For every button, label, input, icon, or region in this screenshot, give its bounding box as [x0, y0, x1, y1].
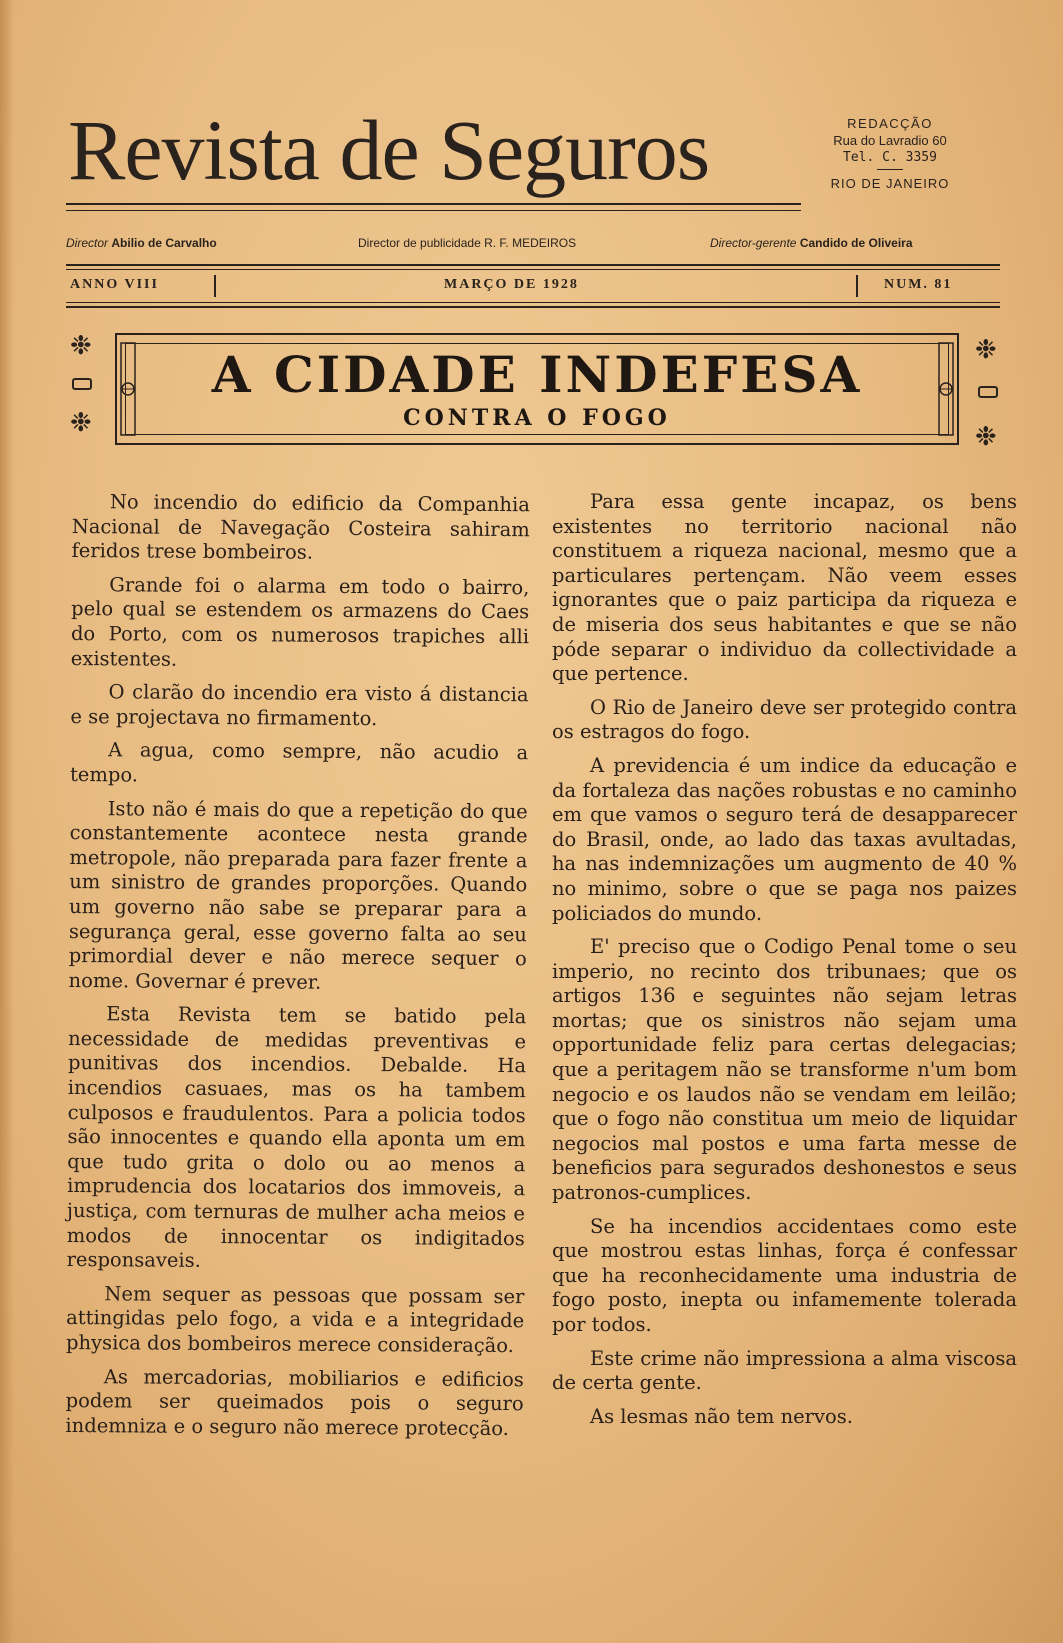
article-paragraph: As mercadorias, mobiliarios e edificios podem ser queimados pois o seguro indemniza e o seguro não merece protecção.	[65, 1364, 524, 1440]
redaccao-city: RIO DE JANEIRO	[830, 176, 950, 191]
redaccao-block	[795, 116, 985, 191]
article-paragraph: O Rio de Janeiro deve ser protegido contra os estragos do fogo.	[552, 695, 1017, 744]
article-column-left	[65, 490, 530, 1451]
redaccao-address: Rua do Lavradio 60	[833, 133, 947, 148]
asterisk-flower-icon: ❉	[975, 422, 997, 452]
ornament-bar-icon	[72, 378, 92, 390]
asterisk-flower-icon: ❉	[975, 335, 997, 365]
redaccao-phone: Tel. C. 3359	[843, 150, 937, 165]
article-paragraph: Este crime não impressiona a alma viscosa de certa gente.	[552, 1346, 1017, 1395]
staff-publicity: Director de publicidade R. F. MEDEIROS	[358, 236, 577, 250]
issue-rule-top-1	[66, 264, 1000, 266]
article-paragraph: Grande foi o alarma em todo o bairro, pelo qual se estendem os armazens do Caes do Porto, com os numerosos trapiches alli existentes.	[70, 573, 530, 671]
staff-manager-name: Candido de Oliveira	[799, 236, 913, 250]
staff-manager-role: Director-gerente	[710, 236, 797, 250]
article-paragraph: A agua, como sempre, não acudio a tempo.	[69, 738, 529, 787]
article-paragraph: O clarão do incendio era visto á distancia e se projectava no firmamento.	[70, 680, 529, 730]
issue-date: MARÇO DE 1928	[444, 277, 579, 292]
article-paragraph: No incendio do edificio da Companhia Nacional de Navegação Costeira sahiram feridos trese bombeiros.	[71, 490, 530, 564]
ornament-bar-icon	[978, 386, 998, 398]
article-paragraph: Para essa gente incapaz, os bens existentes no territorio nacional não constituem a riqueza nacional, mesmo que a particulares pertençam. Não veem esses ignorantes que o paiz participa da riqueza e de miseria dos seus habitantes e que se não póde separar o individuo da collectividade a que pertence.	[552, 490, 1017, 686]
article-column-right	[552, 490, 1017, 1438]
issue-number: NUM. 81	[884, 277, 953, 292]
redaccao-label: REDACÇÃO	[847, 116, 933, 131]
article-paragraph: Isto não é mais do que a repetição do que constantemente acontece nesta grande metropole, não preparada para fazer frente a um sinistro de grandes proporções. Quando um governo não sabe se preparar para a segurança geral, esse governo falta ao seu primordial dever e não merece sequer o nome. Governar é prever.	[68, 796, 528, 994]
asterisk-flower-icon: ❉	[70, 331, 92, 361]
headline-box	[115, 333, 959, 445]
masthead-title: Revista de Seguros	[68, 102, 710, 198]
issue-divider-1	[214, 275, 216, 297]
redaccao-divider	[877, 169, 903, 170]
article-paragraph: E' preciso que o Codigo Penal tome o seu imperio, no recinto dos tribunaes; que os artigos 136 e seguintes não sejam letras mortas; que os sinistros não sejam uma opportunidade feliz para certas delegacias; que a peritagem não se transforme n'um bom negocio e os laudos não se vendam em leilão; que o fogo não constitua um meio de liquidar negocios mal postos e uma farta messe de beneficios para segurados deshonestos e seus patronos-cumplices.	[552, 935, 1017, 1205]
issue-rule-bottom-1	[66, 302, 1000, 303]
article-headline: A CIDADE INDEFESA	[211, 345, 863, 404]
article-paragraph: Esta Revista tem se batido pela necessidade de medidas preventivas e punitivas dos incendios. Debalde. Ha incendios casuaes, mas os ha tambem culposos e fraudulentos. Para a policia todos são innocentes e quando ella aponta um em que tudo grita o dolo ou ao menos a imprudencia dos locatarios dos immoveis, a justiça, com ternuras de mulher acha meios e modos de innocentar os indigitados responsaveis.	[66, 1002, 527, 1273]
issue-row	[66, 273, 1000, 301]
masthead-rule-1	[66, 203, 801, 205]
issue-year: ANNO VIII	[70, 277, 159, 292]
issue-rule-top-2	[66, 269, 1000, 270]
issue-divider-2	[856, 275, 858, 297]
staff-director-name: Abilio de Carvalho	[111, 236, 217, 250]
article-subheadline: CONTRA O FOGO	[403, 405, 671, 431]
asterisk-flower-icon: ❉	[70, 408, 92, 438]
staff-director	[66, 236, 217, 250]
masthead-rule-2	[66, 210, 801, 211]
page-binding-shadow	[0, 0, 14, 1643]
article-paragraph: A previdencia é um indice da educação e da fortaleza das nações robustas e no caminho em que vamos o seguro terá de desapparecer do Brasil, onde, ao lado das taxas avultadas, ha nas indemnizações um augmento de 40 % no minimo, sobre o que se paga nos paizes policiados do mundo.	[552, 753, 1017, 925]
article-paragraph: Nem sequer as pessoas que possam ser attingidas pelo fogo, a vida e a integridade physica dos bombeiros merece consideração.	[65, 1282, 525, 1358]
issue-rule-bottom-2	[66, 306, 1000, 308]
article-paragraph: Se ha incendios accidentaes como este que mostrou estas linhas, força é confessar que ha reconhecidamente uma industria de fogo posto, inepta ou infamemente tolerada por todos.	[552, 1214, 1017, 1336]
staff-director-role: Director	[66, 236, 109, 250]
staff-manager	[710, 236, 913, 250]
article-paragraph: As lesmas não tem nervos.	[590, 1404, 853, 1428]
